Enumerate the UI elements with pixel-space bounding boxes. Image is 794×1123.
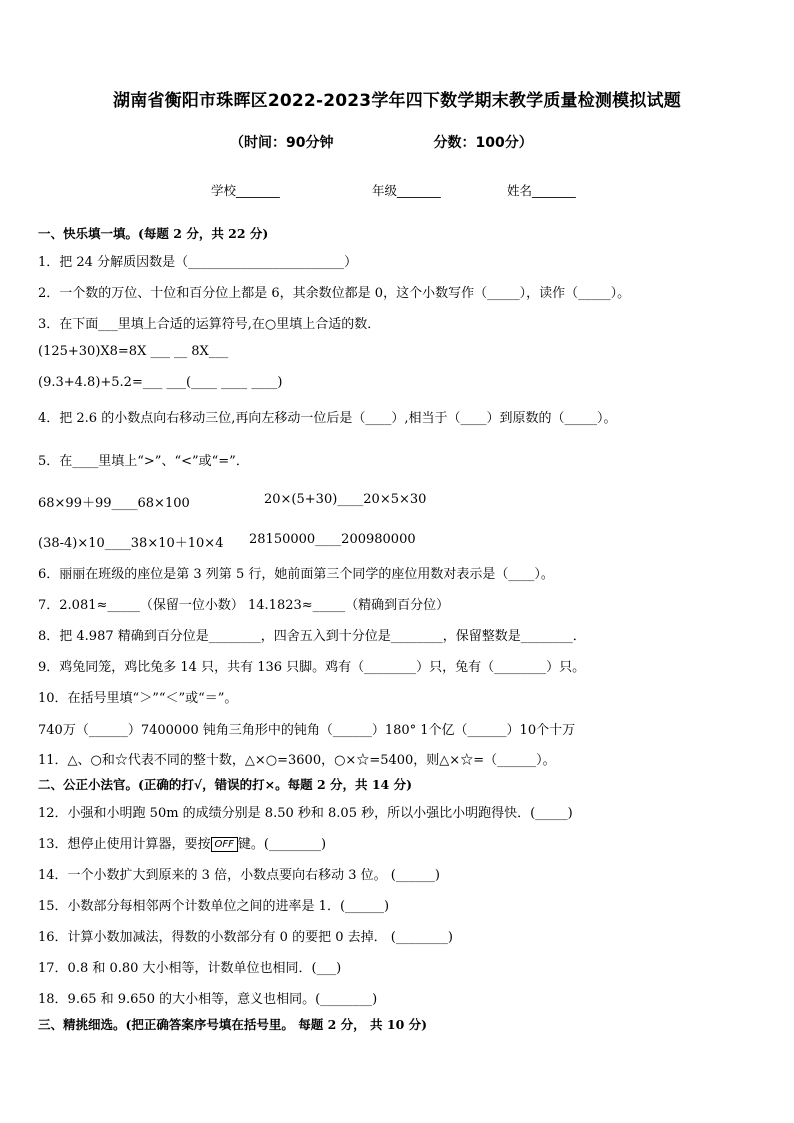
question-5b-right: 28150000____200980000	[249, 532, 416, 547]
question-3: 3．在下面___里填上合适的运算符号,在○里填上合适的数．	[38, 317, 381, 332]
question-10a: 740万（______）7400000 钝角三角形中的钝角（______）180° 1个亿（______）10个十万	[38, 723, 576, 738]
question-5b-left: (38-4)×10____38×10＋10×4	[38, 536, 224, 551]
question-13-answer: 键。(________)	[237, 837, 327, 852]
question-3a: (125+30)X8=8X ___ __ 8X___	[38, 344, 229, 359]
question-5a-left: 68×99＋99____68×100	[38, 496, 190, 511]
question-18: 18．9.65 和 9.650 的大小相等，意义也相同。(________)	[38, 992, 378, 1007]
score-label: 分数：100分）	[433, 135, 533, 151]
section1-heading: 一、快乐填一填。(每题 2 分，共 22 分)	[38, 226, 269, 241]
exam-title: 湖南省衡阳市珠晖区2022-2023学年四下数学期末教学质量检测模拟试题	[113, 91, 681, 111]
question-13	[38, 833, 326, 852]
question-3b: (9.3+4.8)+5.2=___ ___(____ ____ ____)	[38, 375, 283, 390]
question-14: 14．一个小数扩大到原来的 3 倍，小数点要向右移动 3 位。 (______)	[38, 868, 440, 883]
question-16: 16．计算小数加减法，得数的小数部分有 0 的要把 0 去掉． (________)	[38, 930, 453, 945]
question-5a-right: 20×(5+30)____20×5×30	[264, 492, 427, 507]
question-13-text: 13．想停止使用计算器，要按	[38, 837, 211, 852]
question-15: 15．小数部分每相邻两个计数单位之间的进率是 1．(______)	[38, 899, 390, 914]
question-4: 4．把 2.6 的小数点向右移动三位,再向左移动一位后是（____）,相当于（____）到原数的（_____）。	[38, 411, 617, 426]
question-6: 6．丽丽在班级的座位是第 3 列第 5 行，她前面第三个同学的座位用数对表示是（____）。	[38, 567, 554, 582]
question-8: 8．把 4.987 精确到百分位是________，四舍五入到十分位是________，保留整数是________．	[38, 629, 586, 644]
off-key-icon: OFF	[211, 837, 238, 852]
question-9: 9．鸡兔同笼，鸡比兔多 14 只，共有 136 只脚。鸡有（________）只，兔有（________）只。	[38, 660, 586, 675]
exam-subtitle	[230, 132, 533, 152]
question-7: 7．2.081≈_____（保留一位小数） 14.1823≈_____（精确到百分位）	[38, 598, 450, 613]
question-1: 1．把 24 分解质因数是（________________________）	[38, 255, 358, 270]
school-field[interactable]: 学校_______	[211, 183, 280, 198]
question-2: 2．一个数的万位、十位和百分位上都是 6，其余数位都是 0，这个小数写作（_____），读作（_____）。	[38, 286, 631, 301]
time-label: （时间：90分钟	[230, 135, 334, 151]
question-11: 11．△、○和☆代表不同的整十数，△×○=3600，○×☆=5400，则△×☆=（______）。	[38, 753, 556, 768]
question-5: 5．在____里填上“>”、“<”或“=”．	[38, 454, 249, 469]
name-field[interactable]: 姓名_______	[507, 183, 576, 198]
question-10: 10．在括号里填“＞”“＜”或“＝”。	[38, 691, 238, 706]
section2-heading: 二、公正小法官。(正确的打√，错误的打×。每题 2 分，共 14 分)	[38, 777, 413, 792]
section3-heading: 三、精挑细选。(把正确答案序号填在括号里。 每题 2 分， 共 10 分)	[38, 1017, 428, 1032]
question-17: 17．0.8 和 0.80 大小相等，计数单位也相同．(___)	[38, 961, 342, 976]
question-12: 12．小强和小明跑 50m 的成绩分别是 8.50 秒和 8.05 秒，所以小强比小明跑得快．(_____)	[38, 806, 573, 821]
grade-field[interactable]: 年级_______	[372, 183, 441, 198]
